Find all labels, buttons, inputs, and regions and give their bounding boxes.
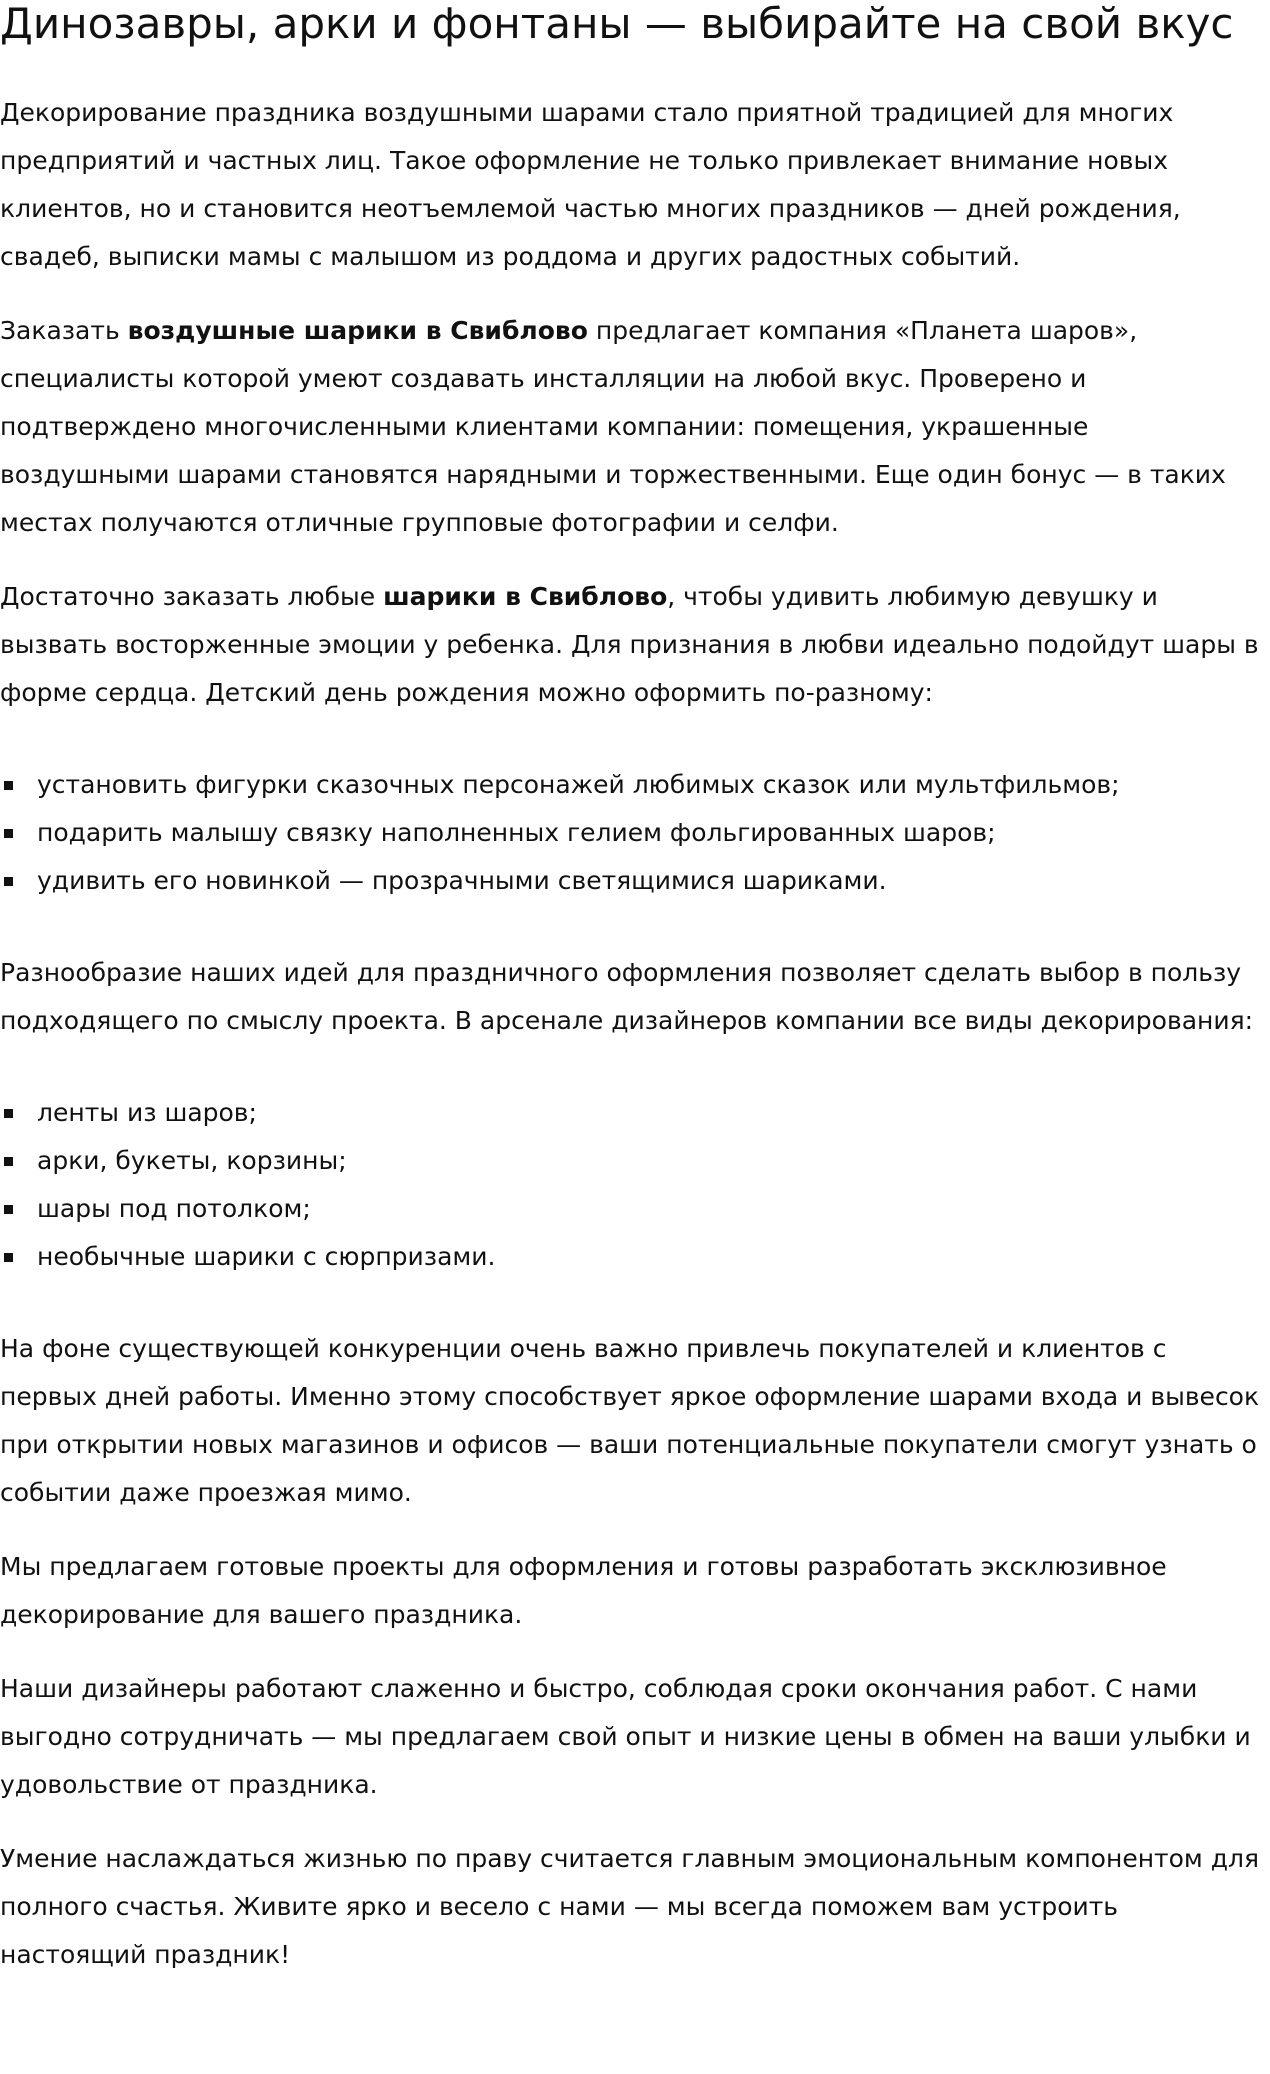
paragraph-order-text-start: Заказать bbox=[0, 316, 128, 345]
paragraph-competition: На фоне существующей конкуренции очень важно привлечь покупателей и клиентов с первых дней работы. Именно этому способствует яркое оформление шарами входа и вывесок при открытии новых магазинов и офисов — ваши потенциальные покупатели смогут узнать о событии даже проезжая мимо. bbox=[0, 1334, 1260, 1507]
list-item: подарить малышу связку наполненных гелием фольгированных шаров; bbox=[0, 809, 1262, 857]
paragraph-surprise bbox=[0, 573, 1262, 717]
paragraph-variety: Разнообразие наших идей для праздничного оформления позволяет сделать выбор в пользу подходящего по смыслу проекта. В арсенале дизайнеров компании все виды декорирования: bbox=[0, 958, 1254, 1035]
bullet-icon bbox=[4, 1109, 13, 1118]
keyword-sviblovo: шарики в Свиблово bbox=[383, 582, 668, 611]
bullet-icon bbox=[4, 829, 13, 838]
bullet-icon bbox=[4, 1205, 13, 1214]
paragraph-projects: Мы предлагаем готовые проекты для оформления и готовы разработать эксклюзивное декорирование для вашего праздника. bbox=[0, 1552, 1167, 1629]
bullet-icon bbox=[4, 1157, 13, 1166]
list-item: шары под потолком; bbox=[0, 1185, 1262, 1233]
list-item: ленты из шаров; bbox=[0, 1089, 1262, 1137]
list-item: удивить его новинкой — прозрачными светящимися шариками. bbox=[0, 857, 1262, 905]
page-title: Динозавры, арки и фонтаны — выбирайте на свой вкус bbox=[0, 0, 1234, 48]
paragraph-order-text-end: предлагает компания «Планета шаров», специалисты которой умеют создавать инсталляции на любой вкус. Проверено и подтверждено многочисленными клиентами компании: помещения, украшенные воздушными шарами становятся нарядными и торжественными. Еще один бонус — в таких местах получаются отличные групповые фотографии и селфи. bbox=[0, 316, 1226, 537]
list-item: арки, букеты, корзины; bbox=[0, 1137, 1262, 1185]
decoration-types-list bbox=[0, 1089, 1262, 1281]
keyword-balloons-sviblovo: воздушные шарики в Свиблово bbox=[127, 316, 588, 345]
bullet-icon bbox=[4, 877, 13, 886]
list-item: установить фигурки сказочных персонажей любимых сказок или мультфильмов; bbox=[0, 761, 1262, 809]
list-item: необычные шарики с сюрпризами. bbox=[0, 1233, 1262, 1281]
birthday-options-list bbox=[0, 761, 1262, 905]
paragraph-surprise-text-start: Достаточно заказать любые bbox=[0, 582, 384, 611]
paragraph-surprise-text-end: , чтобы удивить любимую девушку и вызвать восторженные эмоции у ребенка. Для признания в любви идеально подойдут шары в форме сердца. Детский день рождения можно оформить по-разному: bbox=[0, 582, 1259, 707]
paragraph-intro: Декорирование праздника воздушными шарами стало приятной традицией для многих предприятий и частных лиц. Такое оформление не только привлекает внимание новых клиентов, но и становится неотъемлемой частью многих праздников — дней рождения, свадеб, выписки мамы с малышом из роддома и других радостных событий. bbox=[0, 98, 1181, 271]
bullet-icon bbox=[4, 781, 13, 790]
paragraph-order bbox=[0, 307, 1262, 547]
paragraph-designers: Наши дизайнеры работают слаженно и быстро, соблюдая сроки окончания работ. С нами выгодно сотрудничать — мы предлагаем свой опыт и низкие цены в обмен на ваши улыбки и удовольствие от праздника. bbox=[0, 1674, 1251, 1799]
paragraph-closing: Умение наслаждаться жизнью по праву считается главным эмоциональным компонентом для полного счастья. Живите ярко и весело с нами — мы всегда поможем вам устроить настоящий праздник! bbox=[0, 1844, 1260, 1969]
bullet-icon bbox=[4, 1253, 13, 1262]
